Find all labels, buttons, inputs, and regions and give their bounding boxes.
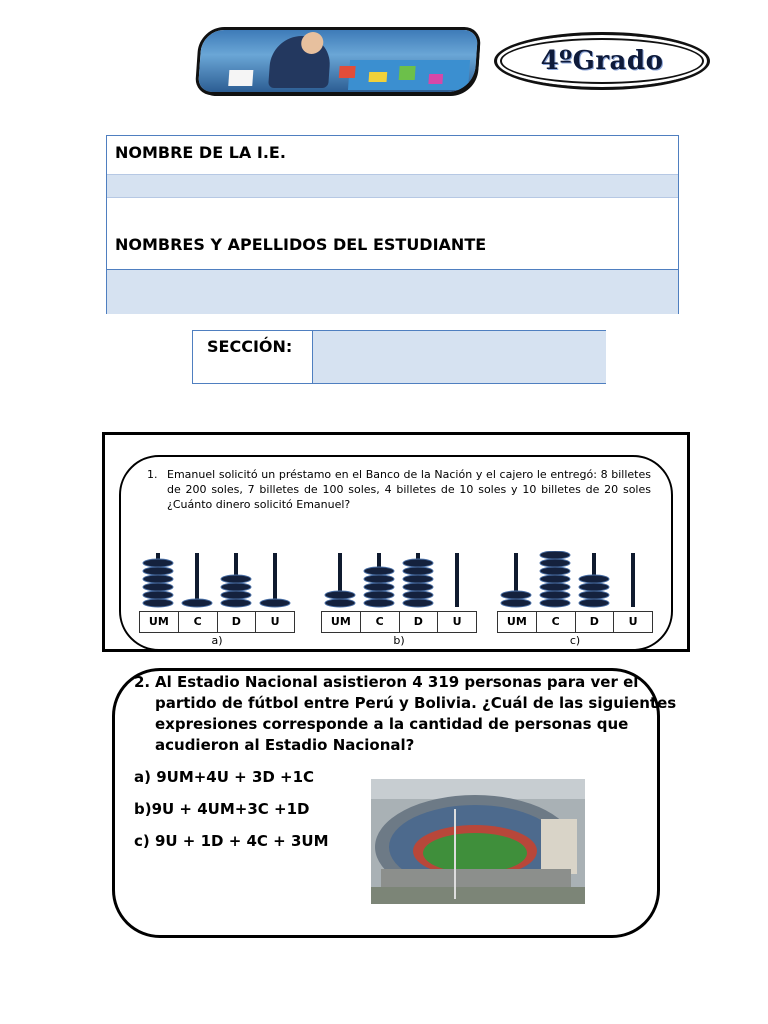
abacus-bead <box>364 567 394 575</box>
abacus-bead <box>325 599 355 607</box>
problem-1-statement <box>147 467 651 512</box>
abacus-bead <box>221 599 251 607</box>
abacus-bead <box>403 575 433 583</box>
student-name-field[interactable] <box>107 269 678 314</box>
abacus-bead <box>260 599 290 607</box>
abacus-option-label: a) <box>211 634 223 647</box>
abacus-bead <box>221 583 251 591</box>
place-value-cell: C <box>361 612 400 632</box>
abacus-bead <box>579 575 609 583</box>
problem-2-number: 2. <box>134 673 151 691</box>
abacus-bead <box>540 599 570 607</box>
abacus-bead <box>540 559 570 567</box>
abacus-bead <box>403 591 433 599</box>
place-value-cell: UM <box>322 612 361 632</box>
place-value-cell: UM <box>140 612 179 632</box>
abacus-bead <box>540 591 570 599</box>
student-name-row <box>107 197 678 269</box>
abacus-drawing <box>139 551 295 609</box>
abacus-bead <box>579 591 609 599</box>
place-value-cell: D <box>400 612 439 632</box>
abacus-bead <box>143 567 173 575</box>
abacus-bead <box>325 591 355 599</box>
abacus-bead <box>182 599 212 607</box>
place-value-cell: C <box>537 612 576 632</box>
answer-option-a[interactable]: a) 9UM+4U + 3D +1C <box>134 768 315 786</box>
school-name-field[interactable] <box>107 174 678 198</box>
problem-2-statement <box>134 672 694 756</box>
abacus-drawing <box>497 551 653 609</box>
abacus-bead <box>501 591 531 599</box>
classroom-photo <box>198 30 478 92</box>
place-value-cell: D <box>576 612 615 632</box>
abacus-bead <box>221 575 251 583</box>
abacus-drawing <box>321 551 477 609</box>
abacus-bead <box>403 583 433 591</box>
abacus-bead <box>403 599 433 607</box>
abacus-bead <box>143 599 173 607</box>
problem-1-text: Emanuel solicitó un préstamo en el Banco de la Nación y el cajero le entregó: 8 billetes de 200 soles, 7 billetes de 100 soles, 4 billetes de 10 soles y 10 billetes de 20 soles ¿Cuánto dinero solicitó Emanuel? <box>167 468 651 511</box>
abacus-bead <box>540 567 570 575</box>
answer-option-b[interactable]: b)9U + 4UM+3C +1D <box>134 800 310 818</box>
abacus-bead <box>364 591 394 599</box>
abacus-option-label: c) <box>569 634 581 647</box>
abacus-bead <box>579 583 609 591</box>
abacus-option-3[interactable] <box>497 551 653 647</box>
abacus-bead <box>143 559 173 567</box>
place-value-row <box>497 611 653 633</box>
section-label: SECCIÓN: <box>207 337 293 356</box>
grade-badge-text: 4ºGrado <box>540 46 664 76</box>
abacus-bead <box>540 583 570 591</box>
abacus-bead <box>540 575 570 583</box>
problem-2-text: Al Estadio Nacional asistieron 4 319 personas para ver el partido de fútbol entre Perú y Bolivia. ¿Cuál de las siguientes expresiones corresponde a la cantidad de personas que acudieron al Estadio Nacional? <box>155 673 677 754</box>
grade-badge <box>494 32 710 90</box>
place-value-cell: UM <box>498 612 537 632</box>
abacus-bead <box>221 591 251 599</box>
problem-1-frame <box>102 432 690 652</box>
place-value-cell: U <box>270 615 280 628</box>
place-value-cell: C <box>179 612 218 632</box>
abacus-rod <box>455 553 459 607</box>
abacus-bead <box>501 599 531 607</box>
section-field[interactable] <box>312 331 606 383</box>
place-value-row <box>321 611 477 633</box>
abacus-bead <box>403 559 433 567</box>
abacus-bead <box>143 591 173 599</box>
abacus-option-label: b) <box>393 634 405 647</box>
abacus-rod <box>631 553 635 607</box>
abacus-bead <box>540 551 570 559</box>
place-value-cell: U <box>452 615 462 628</box>
student-name-label: NOMBRES Y APELLIDOS DEL ESTUDIANTE <box>115 235 487 254</box>
abacus-bead <box>364 583 394 591</box>
abacus-bead <box>143 583 173 591</box>
problem-1-number: 1. <box>147 468 158 481</box>
abacus-bead <box>364 575 394 583</box>
answer-option-c[interactable]: c) 9U + 1D + 4C + 3UM <box>134 832 329 850</box>
abacus-option-2[interactable] <box>321 551 477 647</box>
section-box <box>192 330 606 384</box>
abacus-bead <box>143 575 173 583</box>
place-value-cell: D <box>218 612 257 632</box>
problem-1-card <box>119 455 673 651</box>
abacus-bead <box>403 567 433 575</box>
abacus-option-1[interactable] <box>139 551 295 647</box>
abacus-bead <box>579 599 609 607</box>
student-info-table <box>106 135 679 314</box>
stadium-photo <box>371 779 585 904</box>
abacus-bead <box>364 599 394 607</box>
place-value-row <box>139 611 295 633</box>
school-name-label: NOMBRE DE LA I.E. <box>115 143 286 162</box>
school-name-row <box>107 136 678 174</box>
place-value-cell: U <box>628 615 638 628</box>
